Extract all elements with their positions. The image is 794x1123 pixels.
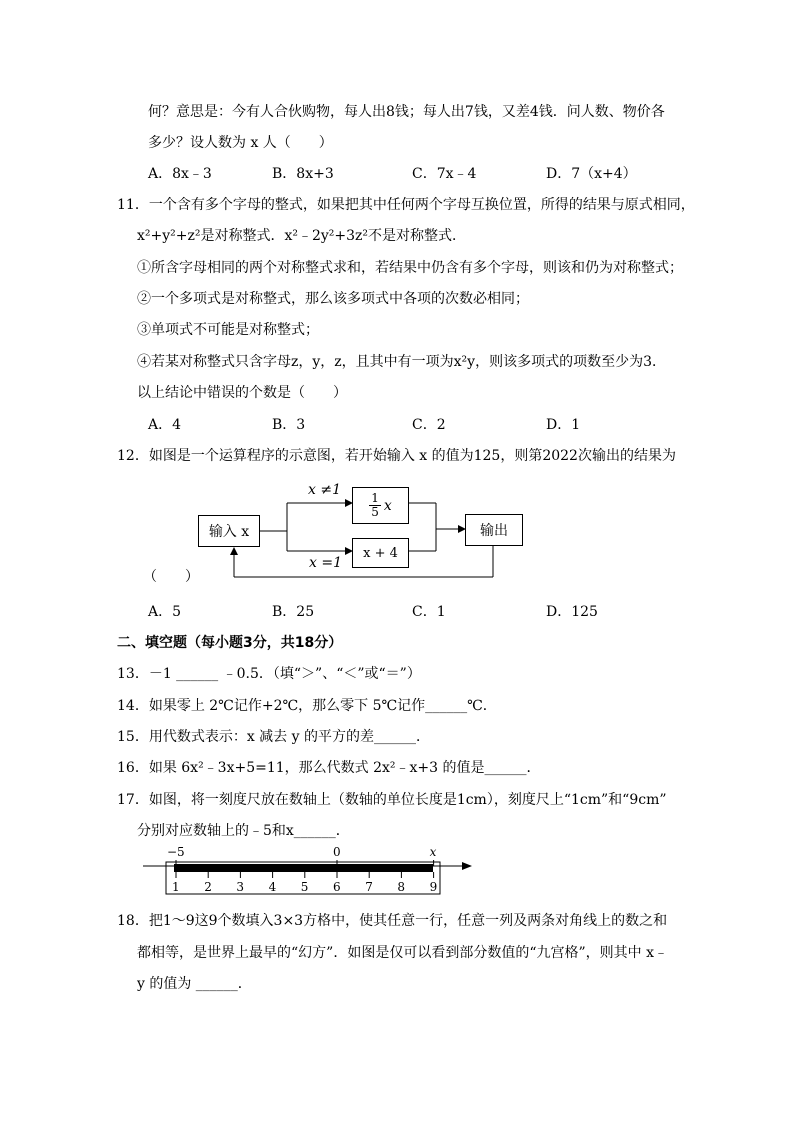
q12-option-b: B．25 <box>272 604 315 620</box>
q12-answer-paren: （ ） <box>143 569 199 585</box>
q11-statement-2: ②一个多项式是对称整式，那么该多项式中各项的次数必相同； <box>137 291 529 307</box>
ruler-tick-label: 3 <box>236 880 245 894</box>
output-box <box>465 514 523 546</box>
axis-tick-label: −5 <box>167 845 185 859</box>
q11-line1: 11．一个含有多个字母的整式，如果把其中任何两个字母互换位置，所得的结果与原式相同， <box>117 197 695 213</box>
q17-line2: 分别对应数轴上的﹣5和x______． <box>137 823 350 839</box>
axis-tick-label: 0 <box>333 845 341 859</box>
q10-option-c: C．7x﹣4 <box>412 166 477 182</box>
q11-statement-3: ③单项式不可能是对称整式； <box>137 322 319 338</box>
fraction-variable: x <box>383 497 392 514</box>
q11-line2: x²+y²+z²是对称整式．x²﹣2y²+3z²不是对称整式． <box>137 228 467 244</box>
output-label: 输出 <box>480 523 508 539</box>
bottom-condition-label: x =1 <box>309 555 342 571</box>
q11-options <box>148 414 708 434</box>
add-four-label: x + 4 <box>363 545 398 561</box>
input-label: 输入 x <box>208 524 250 540</box>
axis-ticks <box>176 860 434 866</box>
q18-line1: 18．把1～9这9个数填入3×3方格中，使其任意一行，任意一列及两条对角线上的数之和 <box>117 913 668 929</box>
q18-line3: y 的值为 ______． <box>137 976 252 992</box>
q11-option-c: C．2 <box>412 417 446 433</box>
fraction-numerator: 1 <box>371 491 379 505</box>
q11-option-d: D．1 <box>546 417 581 433</box>
q10-option-a: A．8x﹣3 <box>148 166 212 182</box>
q13: 13．－1 ______ ﹣0.5．（填“＞”、“＜”或“＝”） <box>117 666 421 682</box>
q14: 14．如果零上 2℃记作+2℃，那么零下 5℃记作______℃． <box>117 698 497 714</box>
q10-line1: 何？意思是：今有人合伙购物，每人出8钱；每人出7钱，又差4钱．问人数、物价各 <box>148 104 665 120</box>
top-condition-label: x ≠1 <box>308 482 341 498</box>
q18-line2: 都相等，是世界上最早的“幻方”．如图是仅可以看到部分数值的“九宫格”，则其中 x﹣ <box>137 945 668 961</box>
ruler-tick-label: 1 <box>172 880 180 894</box>
ruler-tick-label: 7 <box>365 880 373 894</box>
q10-options <box>148 163 708 183</box>
ruler-tick-label: 9 <box>429 880 438 894</box>
q16: 16．如果 6x²﹣3x+5=11，那么代数式 2x²﹣x+3 的值是______． <box>117 760 541 776</box>
q12-line1: 12．如图是一个运算程序的示意图，若开始输入 x 的值为125，则第2022次输出的结果为 <box>117 448 676 464</box>
ruler-tick-label: 5 <box>300 880 309 894</box>
q11-line3: 以上结论中错误的个数是（ ） <box>137 385 347 401</box>
q11-statement-4: ④若某对称整式只含字母z，y，z，且其中有一项为x²y，则该多项式的项数至少为3． <box>137 354 666 370</box>
divide-by-five-box <box>352 487 409 524</box>
section-2-heading: 二、填空题（每小题3分，共18分） <box>117 635 343 651</box>
fraction-denominator: 5 <box>371 505 379 519</box>
ruler-tick-label: 4 <box>268 880 277 894</box>
ruler-tick-label: 2 <box>204 880 212 894</box>
axis-arrowhead <box>462 862 472 870</box>
q15: 15．用代数式表示：x 减去 y 的平方的差______． <box>117 729 430 745</box>
q11-statement-1: ①所含字母相同的两个对称整式求和，若结果中仍含有多个字母，则该和仍为对称整式； <box>137 260 683 276</box>
q12-option-a: A．5 <box>148 604 182 620</box>
q11-option-a: A．4 <box>148 417 182 433</box>
axis-tick-label: x <box>429 845 437 859</box>
q10-option-d: D．7（x+4） <box>546 166 637 182</box>
ruler-tick-label: 8 <box>397 880 406 894</box>
q10-line2: 多少？设人数为 x 人（ ） <box>148 135 333 151</box>
q11-option-b: B．3 <box>272 417 306 433</box>
ruler-tick-label: 6 <box>333 880 341 894</box>
q12-option-d: D．125 <box>546 604 598 620</box>
q17-line1: 17．如图，将一刻度尺放在数轴上（数轴的单位长度是1cm），刻度尺上“1cm”和“9cm” <box>117 792 667 808</box>
add-four-box <box>352 538 409 568</box>
input-box <box>198 515 260 547</box>
q12-options <box>148 601 708 621</box>
q12-option-c: C．1 <box>412 604 446 620</box>
q10-option-b: B．8x+3 <box>272 166 334 182</box>
ruler-bar <box>174 864 433 872</box>
